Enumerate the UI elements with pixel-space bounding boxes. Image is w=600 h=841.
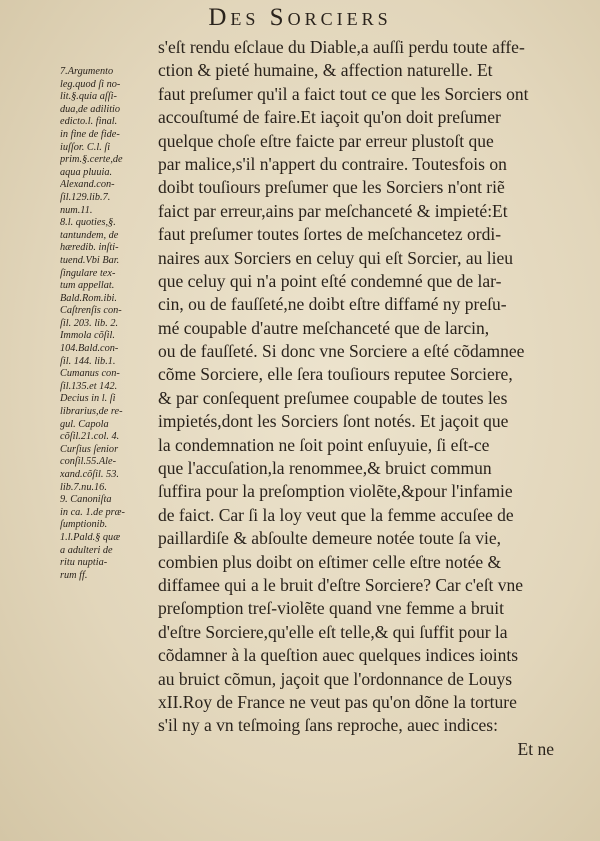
margin-note-line: tum appellat.: [60, 280, 115, 292]
body-line: paillardiſe & abſoulte demeure notée toute ſa vie,: [158, 528, 502, 549]
margin-note-line: Immola cõſil.: [60, 330, 115, 342]
body-line: d'eſtre Sorciere,qu'elle eſt telle,& qui ſuffit pour la: [158, 621, 508, 642]
margin-note-line: ſil.129.lib.7.: [60, 191, 111, 203]
body-line: faict par erreur,ains par meſchanceté & impieté:Et: [158, 200, 508, 221]
margin-note-line: tuend.Vbi Bar.: [60, 254, 120, 266]
margin-note-line: in ca. 1.de præ-: [60, 506, 125, 518]
margin-note-line: 7.Argumento: [60, 66, 114, 77]
margin-note-line: conſil.55.Ale-: [60, 456, 117, 468]
margin-note-line: Decius in l. ſi: [60, 393, 116, 405]
body-line: ou de fauſſeté. Si donc vne Sorciere a eſté cõdamnee: [158, 341, 525, 362]
margin-notes: [60, 66, 156, 582]
body-text: [158, 36, 556, 761]
margin-note-line: ſil.135.et 142.: [60, 380, 118, 392]
margin-note-line: gul. Capola: [60, 418, 109, 430]
body-line: faut preſumer qu'il a faict tout ce que les Sorciers ont: [158, 83, 529, 104]
body-line: cin, ou de fauſſeté,ne doibt eſtre diffamé ny preſu-: [158, 294, 507, 315]
margin-note-line: leg.quod ſi no-: [60, 78, 121, 90]
margin-note-line: prim.§.certe,de: [60, 154, 123, 166]
margin-note-line: dua,de adilitio: [60, 103, 121, 115]
margin-note-line: 1.l.Pald.§ quæ: [60, 531, 121, 543]
margin-note-line: lit.§.quia aſſi-: [60, 91, 117, 103]
body-line: que l'accuſation,la renommee,& bruict commun: [158, 458, 492, 479]
body-line: naires aux Sorciers en celuy qui eſt Sorcier, au lieu: [158, 247, 514, 268]
margin-note-line: xand.cõſil. 53.: [60, 469, 119, 480]
margin-note-line: 8.l. quoties,§.: [60, 217, 116, 229]
body-line: quelque choſe eſtre faicte par erreur plustoſt que: [158, 130, 494, 151]
margin-note-line: edicto.l. final.: [60, 116, 118, 128]
margin-note-line: Bald.Rom.ibi.: [60, 292, 117, 304]
margin-note-line: ritu nuptia-: [60, 557, 108, 569]
body-line: ction & pieté humaine, & affection naturelle. Et: [158, 60, 493, 81]
body-line: ſuffira pour la preſomption violẽte,&pour l'infamie: [158, 481, 513, 502]
margin-note-line: Curſius ſenior: [60, 443, 119, 455]
margin-note-line: hæredib. inſti-: [60, 242, 119, 254]
body-line: Et ne: [517, 738, 554, 759]
body-line: doibt touſiours preſumer que les Sorciers n'ont riẽ: [158, 177, 505, 198]
margin-note-line: aqua pluuia.: [60, 166, 113, 178]
margin-note-line: rum ff.: [60, 569, 88, 581]
body-line: au bruict cõmun, jaçoit que l'ordonnance de Louys: [158, 668, 513, 689]
body-line: impietés,dont les Sorciers ſont notés. Et jaçoit que: [158, 411, 509, 432]
margin-note-line: a adulteri de: [60, 544, 113, 556]
margin-note-line: num.11.: [60, 204, 93, 216]
body-line: s'eſt rendu eſclaue du Diable,a auſſi perdu toute affe-: [158, 37, 525, 57]
margin-note-line: 104.Bald.con-: [60, 343, 119, 355]
body-line: la condemnation ne ſoit point enſuyuie, ſi eſt-ce: [158, 434, 490, 455]
body-line: xII.Roy de France ne veut pas qu'on dõne la torture: [158, 691, 517, 712]
body-line: par malice,s'il n'appert du contraire. Toutesfois on: [158, 153, 507, 174]
margin-note-line: ſil. 203. lib. 2.: [60, 317, 119, 329]
margin-note-line: cõſil.21.col. 4.: [60, 431, 120, 443]
body-line: & par conſequent preſumee coupable de toutes les: [158, 387, 508, 408]
margin-note-line: Cumanus con-: [60, 368, 120, 380]
margin-note-line: tantundem, de: [60, 229, 119, 241]
margin-note-line: lib.7.nu.16.: [60, 481, 107, 493]
body-line: preſomption treſ-violẽte quand vne femme a bruit: [158, 598, 505, 619]
body-line: diffamee qui a le bruit d'eſtre Sorciere? Car c'eſt vne: [158, 574, 524, 595]
body-line: accouſtumé de faire.Et iaçoit qu'on doit preſumer: [158, 107, 501, 128]
body-line: combien plus doibt on eſtimer celle eſtre notée &: [158, 551, 502, 572]
body-line: s'il ny a vn teſmoing ſans reproche, auec indices:: [158, 715, 498, 736]
margin-note-line: ſil. 144. lib.1.: [60, 355, 116, 367]
body-line: mé coupable d'autre meſchanceté que de larcin,: [158, 317, 490, 338]
body-line: de faict. Car ſi la loy veut que la femme accuſee de: [158, 504, 514, 525]
body-line: cõdamner à la queſtion auec quelques indices ioints: [158, 645, 519, 666]
body-line: faut preſumer toutes ſortes de meſchancetez ordi-: [158, 224, 502, 245]
body-line: que celuy qui n'a point eſté condemné que de lar-: [158, 270, 502, 291]
margin-note-line: 9. Canoniſta: [60, 494, 112, 506]
margin-note-line: ſingulare tex-: [60, 267, 116, 279]
margin-note-line: in fine de fide-: [60, 128, 120, 140]
margin-note-line: Alexand.con-: [60, 179, 115, 191]
margin-note-line: ſumptionib.: [60, 519, 108, 531]
running-header: Des Sorciers: [208, 4, 392, 31]
margin-note-line: Caſtrenſis con-: [60, 305, 122, 317]
margin-note-line: librarius,de re-: [60, 406, 123, 418]
margin-note-line: iuſſor. C.l. ſi: [60, 141, 111, 153]
body-line: cõme Sorciere, elle ſera touſiours reputee Sorciere,: [158, 364, 513, 385]
